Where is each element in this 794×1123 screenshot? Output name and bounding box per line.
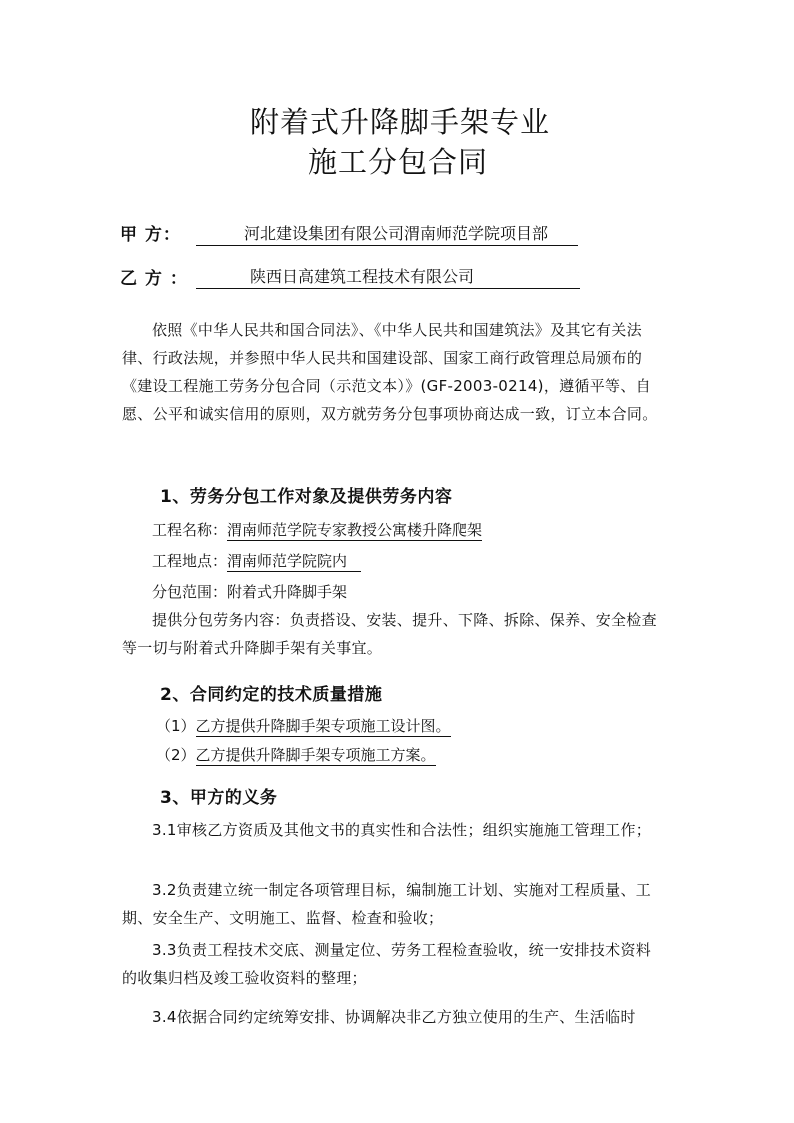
party-b-label: 乙 方 ： — [120, 269, 188, 289]
section-3-item-3-text: 3.3负责工程技术交底、测量定位、劳务工程检查验收，统一安排技术资料的收集归档及竣工验收资料的整理； — [122, 941, 652, 987]
intro-text: 依照《中华人民共和国合同法》、《中华人民共和国建筑法》及其它有关法律、行政法规，并参照中华人民共和国建设部、国家工商行政管理总局颁布的《建设工程施工劳务分包合同（示范文本）》(GF-2003-0214)，遵循平等、自愿、公平和诚实信用的原则，双方就劳务分包事项协商达成一致，订立本合同。 — [122, 321, 658, 423]
project-name-value: 渭南师范学院专家教授公寓楼升降爬架 — [227, 521, 483, 539]
section-3-item-4-text: 3.4依据合同约定统筹安排、协调解决非乙方独立使用的生产、生活临时 — [152, 1008, 636, 1026]
project-site-value: 渭南师范学院院内 — [227, 552, 361, 572]
title-line-2: 施工分包合同 — [308, 145, 489, 179]
party-b-value: 陕西日高建筑工程技术有限公司 — [196, 264, 580, 289]
title-line-1: 附着式升降脚手架专业 — [250, 105, 551, 139]
project-site-label: 工程地点： — [152, 552, 228, 570]
section-2-item-2-text: 乙方提供升降脚手架专项施工方案。 — [195, 746, 436, 764]
section-3-item-1 — [122, 816, 662, 844]
section-3-item-4 — [122, 1003, 662, 1031]
service-content-paragraph — [122, 606, 662, 662]
section-3-heading: 3、甲方的义务 — [160, 788, 278, 808]
section-2-item-1-text: 乙方提供升降脚手架专项施工设计图。 — [195, 717, 451, 735]
party-a-label: 甲 方： — [120, 225, 181, 245]
section-3-item-2-text: 3.2负责建立统一制定各项管理目标，编制施工计划、实施对工程质量、工期、安全生产、文明施工、监督、检查和验收； — [122, 881, 652, 927]
section-3-item-3 — [122, 936, 662, 992]
section-1-heading: 1、劳务分包工作对象及提供劳务内容 — [160, 487, 453, 507]
intro-paragraph — [122, 316, 662, 428]
section-3-item-2 — [122, 876, 662, 932]
project-name-row — [152, 519, 482, 540]
section-2-item-1 — [156, 715, 451, 736]
party-a-value: 河北建设集团有限公司渭南师范学院项目部 — [196, 221, 578, 246]
service-content-text: 提供分包劳务内容：负责搭设、安装、提升、下降、拆除、保养、安全检查等一切与附着式升降脚手架有关事宜。 — [122, 611, 657, 657]
scope-row: 分包范围：附着式升降脚手架 — [152, 583, 348, 601]
project-name-label: 工程名称： — [152, 521, 228, 539]
section-2-item-2-num: （2） — [156, 746, 196, 764]
section-2-heading: 2、合同约定的技术质量措施 — [160, 685, 383, 705]
section-3-item-1-text: 3.1审核乙方资质及其他文书的真实性和合法性；组织实施施工管理工作； — [152, 821, 652, 839]
project-site-row — [152, 550, 361, 571]
section-2-item-2 — [156, 744, 436, 765]
section-2-item-1-num: （1） — [156, 717, 196, 735]
